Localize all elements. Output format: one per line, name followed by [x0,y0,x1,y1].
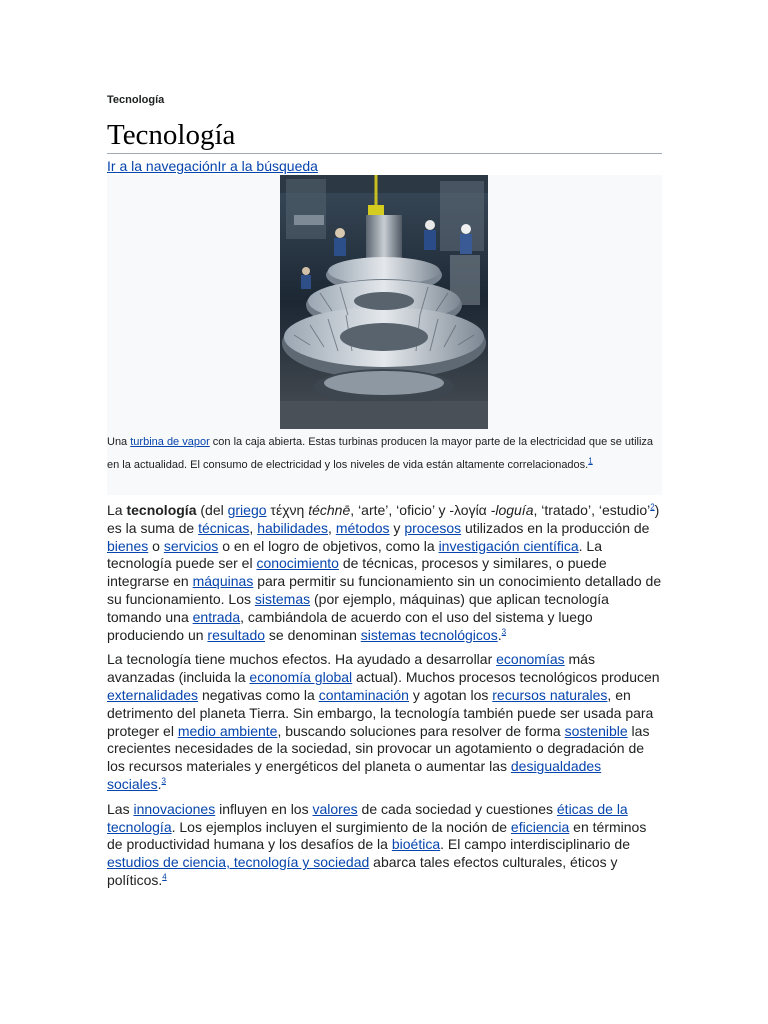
link-habilidades[interactable]: habilidades [257,519,329,536]
caption-text: Una [107,436,131,448]
text: ) es la suma de [107,502,660,536]
link-contaminacion[interactable]: contaminación [318,686,409,703]
text: en términos de productividad humana y los desafíos de la [107,818,647,853]
text: . [497,626,502,643]
text: (del [196,502,228,518]
text: . Los ejemplos incluyen el surgimiento de la noción de [171,818,511,835]
text: negativas como la [198,686,319,703]
turbine-illustration [280,175,488,429]
link-turbina-de-vapor[interactable]: turbina de vapor [130,436,210,448]
link-conocimiento[interactable]: conocimiento [256,555,339,572]
paragraph-intro [107,502,662,644]
text: abarca tales efectos culturales, éticos y políticos. [107,854,618,888]
document-label: Tecnología [107,94,165,106]
text: La tecnología tiene muchos efectos. Ha ayudado a desarrollar [107,651,497,668]
link-innovaciones[interactable]: innovaciones [133,800,216,817]
text: las crecientes necesidades de la sociedad, sin provocar un agotamiento o degradación de los recursos materiales y energéticos del planeta o aumentar las [107,722,650,775]
link-investigacion-cientifica[interactable]: investigación científica [438,537,579,554]
link-tecnicas[interactable]: técnicas [198,519,250,536]
text: , [328,519,336,536]
link-recursos-naturales[interactable]: recursos naturales [492,686,608,703]
page-title: Tecnología [107,118,662,154]
text: , ‘arte’, ‘oficio’ y -λογία [350,502,491,518]
text: utilizados en la producción de [461,519,650,536]
link-economia-global[interactable]: economía global [249,669,353,686]
link-eticas-de-la-tecnologia[interactable]: éticas de la tecnología [107,800,628,835]
italic-term: téchnē [308,502,351,518]
link-bienes[interactable]: bienes [107,537,149,554]
text: τέχνη [266,502,309,518]
reference-3[interactable]: 3 [161,776,166,786]
bold-term: tecnología [126,502,197,518]
text: , buscando soluciones para resolver de forma [277,722,565,739]
reference-3[interactable]: 3 [501,626,507,636]
text: . [157,775,162,792]
text: (por ejemplo, máquinas) que aplican tecnología tomando una [107,590,609,625]
link-maquinas[interactable]: máquinas [192,573,254,590]
paragraph-effects [107,651,662,793]
reference-2[interactable]: 2 [650,502,655,512]
text: Las [107,800,134,817]
text: . El campo interdisciplinario de [440,836,630,853]
text: . La tecnología puede ser el [107,537,602,572]
text: o [148,537,164,554]
link-servicios[interactable]: servicios [163,537,219,554]
steam-turbine-image[interactable] [280,175,488,429]
figure-caption [107,431,657,477]
thumbnail-figure [107,175,662,495]
skip-navigation-links[interactable]: Ir a la navegaciónIr a la búsqueda [107,158,318,174]
text: se denominan [265,626,361,643]
text: para permitir su funcionamiento sin un conocimiento detallado de su funcionamiento. Los [107,573,662,607]
text: , ‘tratado’, ‘estudio’ [533,502,651,518]
link-metodos[interactable]: métodos [335,519,390,536]
text: La [107,502,127,518]
text: , en detrimento del planeta Tierra. Sin embargo, la tecnología también puede ser usada para proteger el [107,686,654,739]
link-sistemas[interactable]: sistemas [254,590,311,607]
text: más avanzadas (incluida la [107,651,595,686]
text: y [389,519,405,536]
link-resultado[interactable]: resultado [207,626,266,643]
link-sostenible[interactable]: sostenible [564,722,628,739]
text: influyen en los [215,800,313,817]
link-bioetica[interactable]: bioética [391,836,441,853]
link-eficiencia[interactable]: eficiencia [510,818,570,835]
reference-1[interactable]: 1 [588,456,593,466]
link-estudios-cts[interactable]: estudios de ciencia, tecnología y sociedad [107,854,370,871]
text: de cada sociedad y cuestiones [357,800,557,817]
italic-term: -loguía [490,502,534,518]
link-griego[interactable]: griego [227,502,267,518]
link-sistemas-tecnologicos[interactable]: sistemas tecnológicos [360,626,498,643]
link-economias[interactable]: economías [496,651,565,668]
text: actual). Muchos procesos tecnológicos producen [352,669,660,686]
link-externalidades[interactable]: externalidades [107,686,199,703]
reference-4[interactable]: 4 [162,872,167,882]
article-body [107,502,662,897]
link-valores[interactable]: valores [312,800,358,817]
link-entrada[interactable]: entrada [192,608,241,625]
link-procesos[interactable]: procesos [404,519,462,536]
text: , cambiándola de acuerdo con el uso del sistema y luego produciendo un [107,608,593,643]
text: o en el logro de objetivos, como la [218,537,439,554]
text: , [249,519,258,536]
link-medio-ambiente[interactable]: medio ambiente [177,722,278,739]
text: y agotan los [408,686,493,703]
link-desigualdades-sociales[interactable]: desigualdades sociales [107,758,602,792]
paragraph-ethics [107,801,662,890]
caption-text: con la caja abierta. Estas turbinas producen la mayor parte de la electricidad que se utiliza en la actualidad. El consumo de electricidad y los niveles de vida están altamente correlacionados. [107,436,654,471]
text: de técnicas, procesos y similares, o puede integrarse en [107,555,607,590]
